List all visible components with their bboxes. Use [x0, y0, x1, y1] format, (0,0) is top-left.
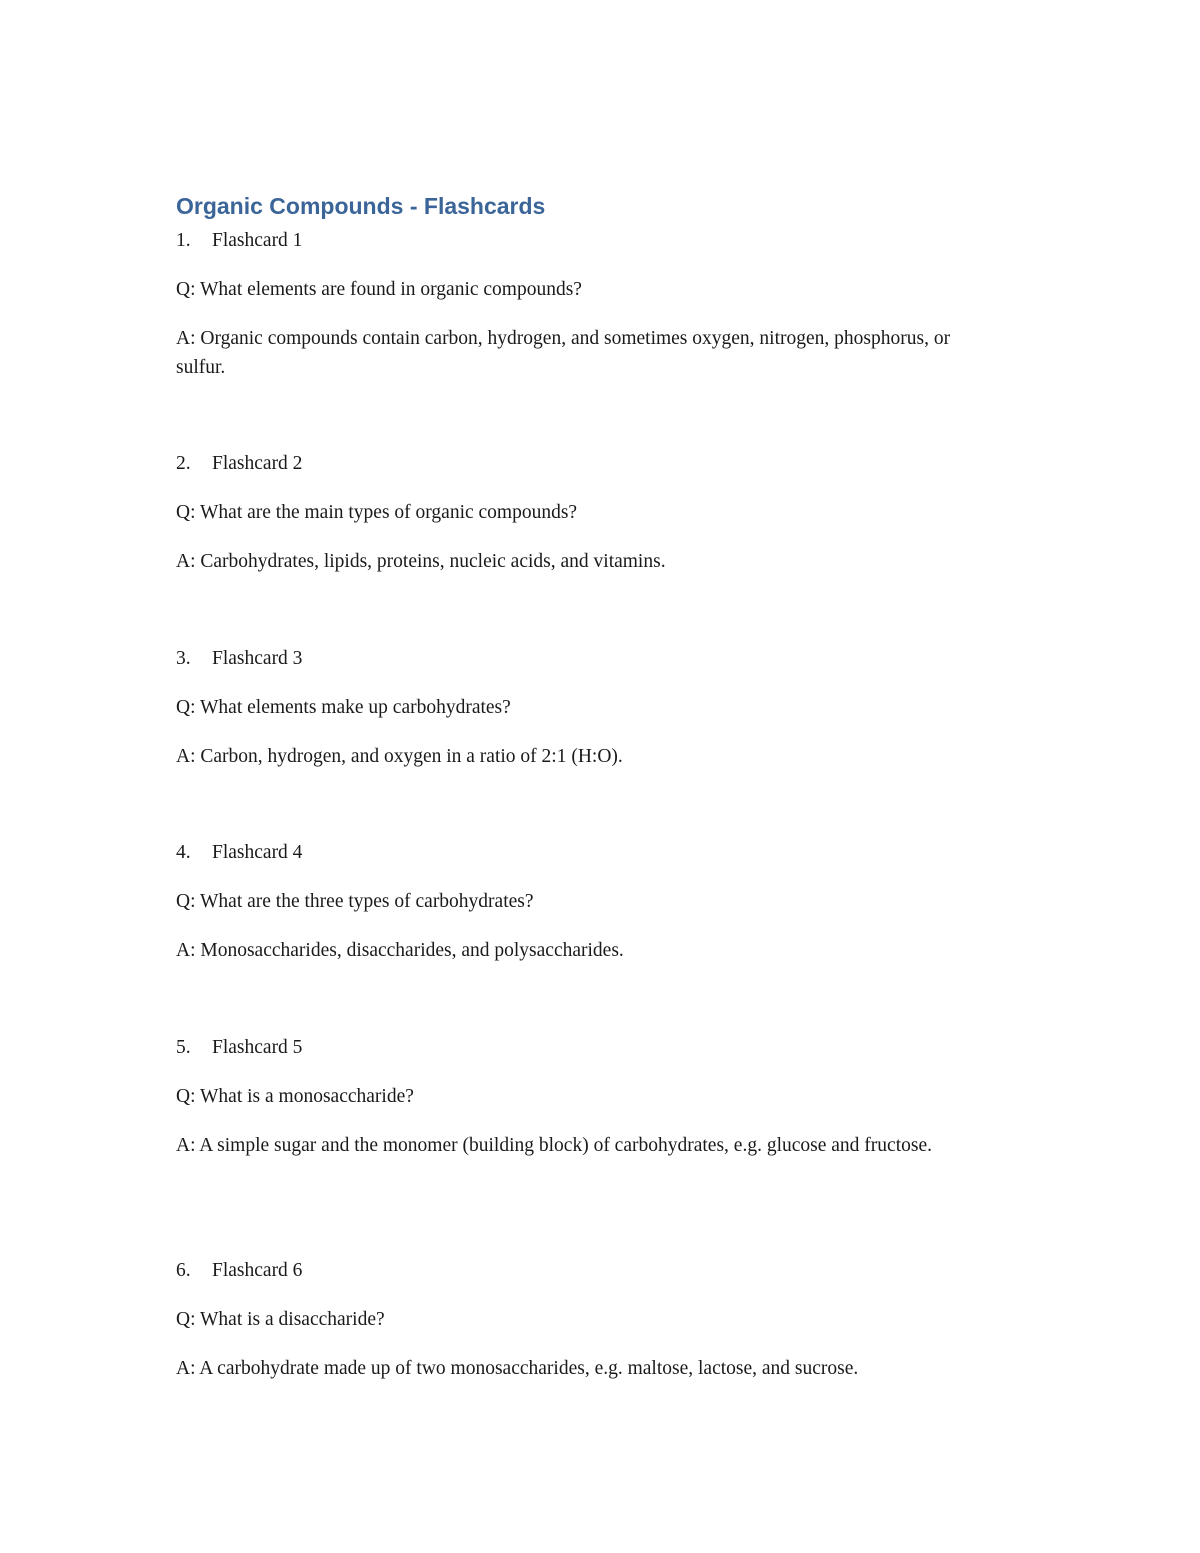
- flashcard-question: Q: What are the three types of carbohydrates?: [176, 891, 534, 912]
- flashcard-label: Flashcard 4: [212, 842, 303, 863]
- flashcard-answer: A: A carbohydrate made up of two monosaccharides, e.g. maltose, lactose, and sucrose.: [176, 1358, 859, 1379]
- flashcard-heading: [176, 838, 986, 867]
- flashcard-heading: [176, 1033, 986, 1062]
- flashcard-question: Q: What elements make up carbohydrates?: [176, 697, 511, 718]
- flashcard-heading: [176, 644, 986, 673]
- page-title: Organic Compounds - Flashcards: [176, 193, 546, 219]
- flashcard-label: Flashcard 5: [212, 1037, 303, 1058]
- flashcard-question: Q: What elements are found in organic compounds?: [176, 279, 582, 300]
- flashcard-number: 3.: [176, 648, 191, 669]
- flashcard-number: 4.: [176, 842, 191, 863]
- flashcard-number: 1.: [176, 230, 191, 251]
- flashcard-answer: A: Monosaccharides, disaccharides, and polysaccharides.: [176, 940, 624, 961]
- flashcard-heading: [176, 449, 986, 478]
- flashcard: [176, 226, 986, 382]
- flashcard-label: Flashcard 3: [212, 648, 303, 669]
- flashcard-label: Flashcard 6: [212, 1260, 303, 1281]
- flashcard: [176, 1033, 986, 1160]
- flashcard-question: Q: What is a monosaccharide?: [176, 1086, 414, 1107]
- flashcard-answer: A: Carbohydrates, lipids, proteins, nucleic acids, and vitamins.: [176, 551, 666, 572]
- flashcard: [176, 838, 986, 965]
- flashcard-number: 5.: [176, 1037, 191, 1058]
- flashcard-answer: A: Carbon, hydrogen, and oxygen in a ratio of 2:1 (H:O).: [176, 746, 623, 767]
- flashcard-label: Flashcard 2: [212, 453, 303, 474]
- flashcard: [176, 449, 986, 576]
- flashcard-question: Q: What is a disaccharide?: [176, 1309, 385, 1330]
- flashcard: [176, 1256, 986, 1383]
- flashcard-heading: [176, 226, 986, 255]
- flashcard-question: Q: What are the main types of organic compounds?: [176, 502, 578, 523]
- flashcard-number: 2.: [176, 453, 191, 474]
- flashcard-answer: A: A simple sugar and the monomer (building block) of carbohydrates, e.g. glucose and fructose.: [176, 1135, 932, 1156]
- flashcard-number: 6.: [176, 1260, 191, 1281]
- flashcard: [176, 644, 986, 771]
- flashcard-heading: [176, 1256, 986, 1285]
- flashcard-answer: A: Organic compounds contain carbon, hydrogen, and sometimes oxygen, nitrogen, phosphorus, or sulfur.: [176, 328, 951, 378]
- flashcard-label: Flashcard 1: [212, 230, 303, 251]
